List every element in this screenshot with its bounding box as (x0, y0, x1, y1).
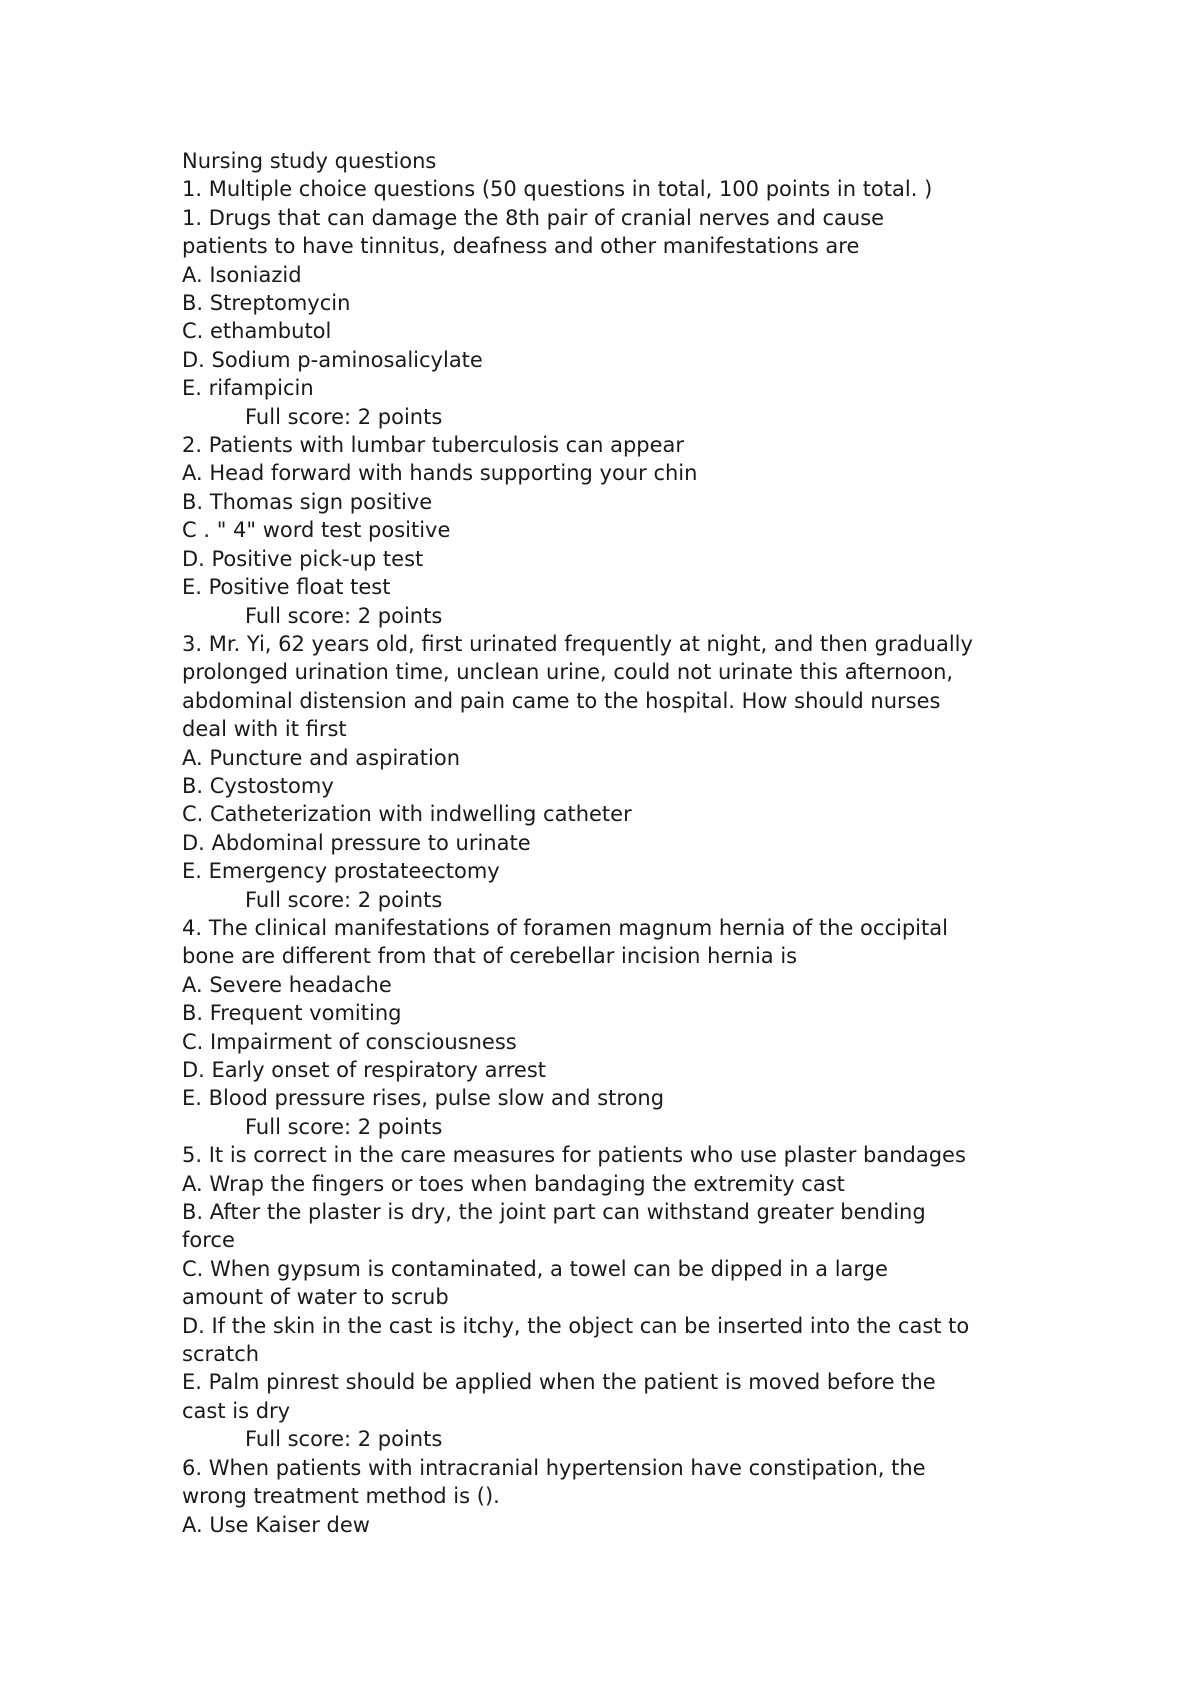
answer-option-line: B. After the plaster is dry, the joint part can withstand greater bending (182, 1200, 926, 1225)
answer-option-line: C. Catheterization with indwelling catheter (182, 802, 632, 827)
answer-option-line: C . " 4" word test positive (182, 518, 451, 543)
answer-option (182, 829, 1032, 857)
full-score-label: Full score: 2 points (245, 1114, 443, 1139)
answer-option-line: E. rifampicin (182, 376, 314, 401)
answer-option (182, 999, 1032, 1027)
answer-option-line: B. Frequent vomiting (182, 1001, 402, 1026)
answer-option (182, 1170, 1032, 1198)
answer-option-line: E. Positive float test (182, 575, 391, 600)
answer-option-line: E. Palm pinrest should be applied when the patient is moved before the (182, 1370, 936, 1395)
full-score-label: Full score: 2 points (245, 603, 443, 628)
question-block (182, 431, 1032, 630)
question-stem-line: wrong treatment method is (). (182, 1484, 500, 1509)
document-page (182, 147, 1032, 1539)
answer-option (182, 857, 1032, 885)
answer-option (182, 573, 1032, 601)
answer-option (182, 261, 1032, 289)
question-block (182, 630, 1032, 914)
answer-option-line: D. Early onset of respiratory arrest (182, 1058, 546, 1082)
question-stem-line: 5. It is correct in the care measures for patients who use plaster bandages (182, 1143, 966, 1168)
answer-option-line: A. Severe headache (182, 972, 392, 997)
question-stem-line: 3. Mr. Yi, 62 years old, first urinated frequently at night, and then gradually (182, 631, 973, 656)
answer-option (182, 744, 1032, 772)
full-score-label: Full score: 2 points (245, 404, 443, 429)
answer-option (182, 1368, 1032, 1425)
answer-option-line: force (182, 1228, 235, 1253)
answer-option (182, 317, 1032, 345)
answer-option-line: D. Sodium p-aminosalicylate (182, 347, 483, 372)
question-stem-line: 1. Drugs that can damage the 8th pair of cranial nerves and cause (182, 205, 885, 230)
answer-option-line: C. Impairment of consciousness (182, 1029, 517, 1054)
question-stem-line: 4. The clinical manifestations of foramen magnum hernia of the occipital (182, 915, 948, 940)
answer-option (182, 1255, 1032, 1312)
answer-option-line: A. Wrap the fingers or toes when bandaging the extremity cast (182, 1171, 845, 1196)
document-title: Nursing study questions (182, 149, 437, 173)
answer-option-line: A. Head forward with hands supporting your chin (182, 461, 698, 486)
answer-option (182, 1198, 1032, 1255)
question-stem-line: bone are different from that of cerebellar incision hernia is (182, 944, 798, 969)
answer-option (182, 971, 1032, 999)
answer-option (182, 289, 1032, 317)
answer-option-line: B. Streptomycin (182, 291, 351, 316)
answer-option (182, 545, 1032, 573)
question-stem-line: patients to have tinnitus, deafness and other manifestations are (182, 234, 860, 259)
answer-option (182, 1084, 1032, 1112)
answer-option (182, 516, 1032, 544)
answer-option (182, 1056, 1032, 1084)
answer-option-line: A. Isoniazid (182, 262, 302, 287)
answer-option (182, 800, 1032, 828)
question-stem-line: abdominal distension and pain came to the hospital. How should nurses (182, 688, 941, 713)
answer-option-line: D. Abdominal pressure to urinate (182, 830, 531, 855)
answer-option (182, 459, 1032, 487)
answer-option-line: amount of water to scrub (182, 1285, 449, 1310)
answer-option-line: D. Positive pick-up test (182, 546, 424, 571)
question-stem-line: deal with it first (182, 717, 347, 742)
answer-option (182, 346, 1032, 374)
answer-option-line: A. Puncture and aspiration (182, 745, 461, 770)
section-heading: 1. Multiple choice questions (50 questions in total, 100 points in total. ) (182, 177, 933, 202)
answer-option-line: B. Cystostomy (182, 773, 334, 798)
question-block (182, 1141, 1032, 1453)
answer-option-line: B. Thomas sign positive (182, 489, 433, 514)
full-score-label: Full score: 2 points (245, 887, 443, 912)
answer-option (182, 1028, 1032, 1056)
question-stem-line: 2. Patients with lumbar tuberculosis can appear (182, 433, 685, 458)
question-stem-line: prolonged urination time, unclean urine, could not urinate this afternoon, (182, 660, 954, 685)
question-block (182, 914, 1032, 1141)
answer-option-line: cast is dry (182, 1398, 291, 1423)
answer-option (182, 1511, 1032, 1539)
answer-option (182, 1312, 1032, 1369)
question-list (182, 204, 1032, 1539)
answer-option-line: E. Blood pressure rises, pulse slow and strong (182, 1086, 665, 1111)
question-block (182, 204, 1032, 431)
answer-option-line: C. ethambutol (182, 319, 332, 344)
answer-option (182, 374, 1032, 402)
answer-option-line: E. Emergency prostateectomy (182, 859, 500, 884)
question-stem-line: 6. When patients with intracranial hypertension have constipation, the (182, 1455, 926, 1480)
answer-option-line: scratch (182, 1342, 260, 1367)
answer-option (182, 772, 1032, 800)
answer-option (182, 488, 1032, 516)
answer-option-line: A. Use Kaiser dew (182, 1512, 370, 1537)
answer-option-line: C. When gypsum is contaminated, a towel can be dipped in a large (182, 1256, 888, 1281)
full-score-label: Full score: 2 points (245, 1427, 443, 1452)
answer-option-line: D. If the skin in the cast is itchy, the object can be inserted into the cast to (182, 1313, 970, 1338)
question-block (182, 1454, 1032, 1539)
